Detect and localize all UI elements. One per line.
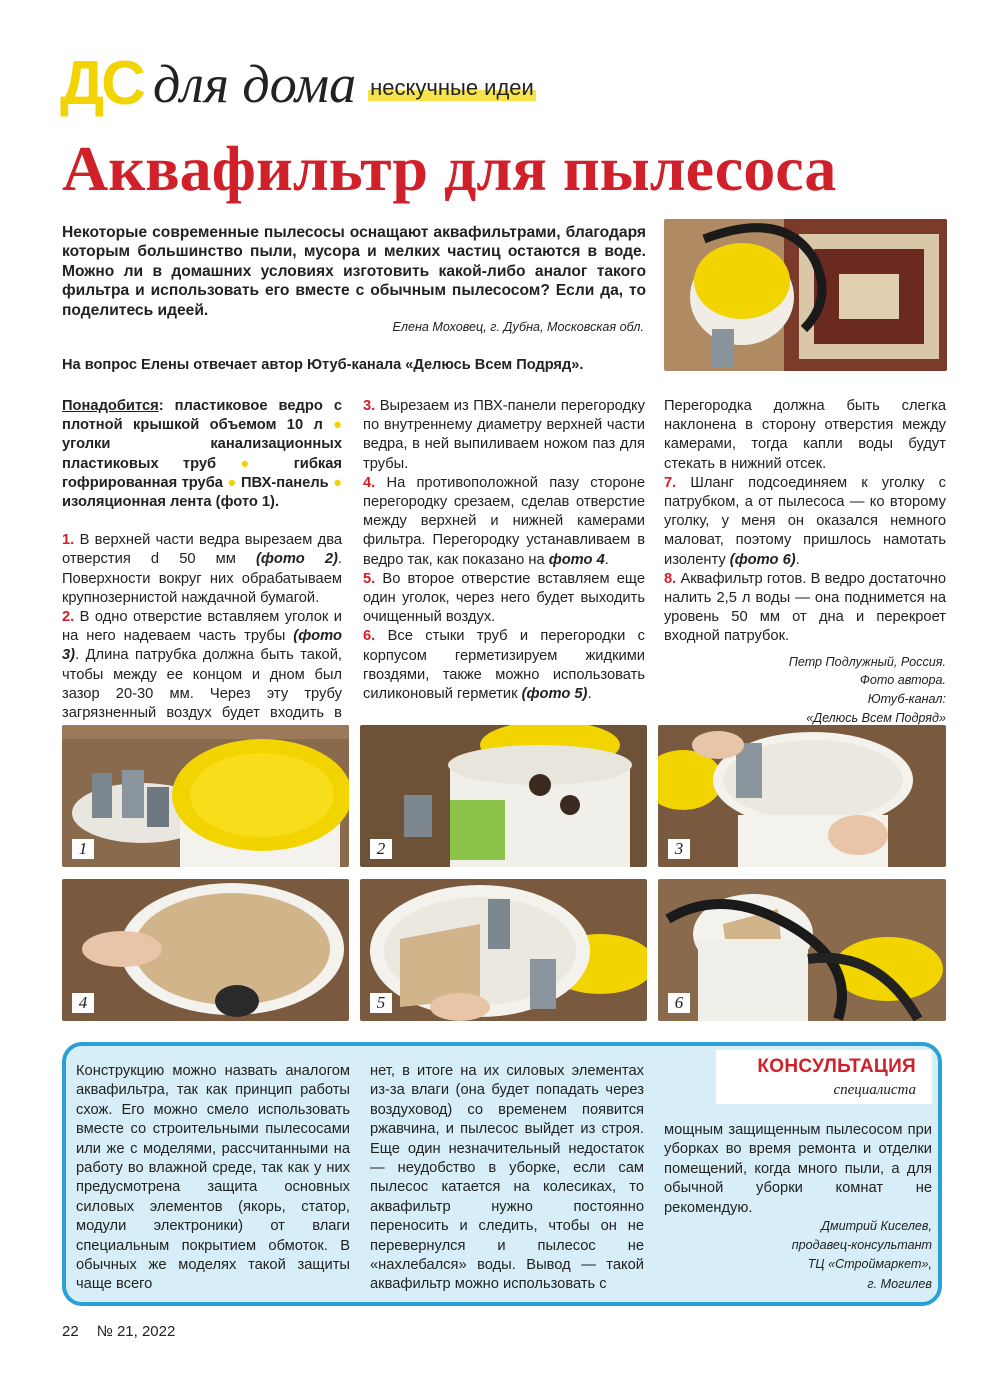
consultation-heading: [716, 1050, 932, 1104]
step-2: 2. В одно отверстие вставляем уголок и на него надеваем часть трубы (фото 3). Длина патрубка должна быть такой, чтобы между ее концом и дном был зазор 20-30 мм. Через эту трубу загрязненный воздух будет входить в: [62, 609, 342, 722]
brand-logo: ДС: [60, 49, 143, 118]
bullet-icon: ●: [240, 455, 270, 472]
step-6: 6. Все стыки труб и перегородки с корпусом герметизируем жидкими гвоздями, также можно использовать силиконовый герметик (фото 5).: [363, 628, 645, 703]
consultation-column-3: мощным защищенным пылесосом при уборках во время ремонта и отделки помещений, когда много пыли, а для обычной уборки комнат не рекомендую.: [664, 1122, 932, 1216]
step-5: 5. Во второе отверстие вставляем еще один уголок, через него будет выходить очищенный воздух.: [363, 570, 645, 626]
photo-number: 1: [72, 839, 94, 859]
page-number: 22: [62, 1323, 79, 1340]
bullet-icon: ●: [333, 474, 342, 491]
column-1: [62, 397, 342, 742]
photo-number: 4: [72, 993, 94, 1013]
step-7: 7. Шланг подсоединяем к уголку с патрубком, а от пылесоса — ко второму уголку, у меня он оказался немного маловат, поэтому пришлось намотать изоленту (фото 6).: [664, 474, 946, 568]
column-2: [363, 397, 645, 704]
rubric-title: для дома: [152, 54, 357, 114]
photo-5: [360, 879, 647, 1021]
step-4: 4. На противоположной пазу стороне перегородку срезаем, сделав отверстие между верхней и нижней камерами фильтра. Перегородку устанавливаем в ведро так, как показано на фото 4.: [363, 474, 645, 568]
bullet-icon: ●: [227, 474, 237, 491]
photo-number: 3: [668, 839, 690, 859]
reader-question: Некоторые современные пылесосы оснащают аквафильтрами, благодаря которым большинство пыли, мусора и мелких частиц остаются в воде. Можно ли в домашних условиях изготовить какой-либо аналог такого фильтра и использовать его вместе с обычным пылесосом? Если да, то поделитесь идеей.: [62, 224, 646, 319]
issue-number: № 21, 2022: [96, 1323, 176, 1340]
step-1: 1. В верхней части ведра вырезаем два отверстия d 50 мм (фото 2). Поверхности вокруг них обрабатываем крупнозернистой наждачной бумагой.: [62, 532, 342, 606]
article-credits: Петр Подлужный, Россия. Фото автора. Ютуб-канал: «Делюсь Всем Подряд»: [788, 654, 946, 726]
materials-list: Понадобится: пластиковое ведро с плотной крышкой объемом 10 л ● уголки канализационных пластиковых труб ● гибкая гофрированная труба ● ПВХ-панель ● изоляционная лента (фото 1).: [62, 398, 343, 511]
rubric-header: [60, 49, 536, 118]
consultation-title: КОНСУЛЬТАЦИЯ: [757, 1056, 916, 1077]
photo-6: [658, 879, 946, 1021]
article-headline: Аквафильтр для пылесоса: [62, 133, 837, 204]
rubric-subtitle: нескучные идеи: [370, 75, 534, 100]
page-footer: [62, 1323, 175, 1340]
photo-number: 2: [370, 839, 392, 859]
photo-1: [62, 725, 349, 867]
materials-label: Понадобится: [62, 398, 159, 414]
consultant-signature: Дмитрий Киселев, продавец-консультант ТЦ «Строймаркет», г. Могилев: [791, 1219, 932, 1291]
question-byline: Елена Моховец, г. Дубна, Московская обл.: [392, 320, 644, 334]
consultation-subtitle: специалиста: [833, 1082, 916, 1098]
step-3: 3. Вырезаем из ПВХ-панели перегородку по внутреннему диаметру верхней части ведра, в ней выпиливаем ножом паз для трубы.: [363, 398, 645, 472]
photo-number: 6: [668, 993, 690, 1013]
photo-3: [658, 725, 946, 867]
bullet-icon: ●: [333, 417, 342, 434]
hero-photo: [664, 219, 947, 371]
step-8: 8. Аквафильтр готов. В ведро достаточно налить 2,5 л воды — она поднимется на уровень 50 мм от дна и перекроет входной патрубок.: [664, 570, 946, 645]
consultation-column-2: нет, в итоге на их силовых элементах из-за влаги (она будет попадать через воздуховод) со временем появится ржавчина, и пылесос выйдет из строя. Еще один незначительный недостаток — неудобство в уборке, если сам пылесос катается на колесиках, то аквафильтр нужно постоянно переносить и следить, чтобы он не перевернулся и пылесос не «нахлебался» воды. Вывод — такой аквафильтр можно использовать с: [370, 1063, 644, 1293]
column-3: [664, 397, 946, 728]
consultation-column-1: Конструкцию можно назвать аналогом аквафильтра, так как принцип работы схож. Его можно смело использовать вместе со строительными пылесосами или же с моделями, рассчитанными на работу во влажной среде, так как у них предусмотрена защита основных силовых элементов (якорь, статор, модули электроники) от влаги специальным покрытием обмоток. В обычных же моделях такой защиты чаще всего: [76, 1063, 350, 1293]
answer-intro: На вопрос Елены отвечает автор Ютуб-канала «Делюсь Всем Подряд».: [62, 357, 584, 373]
photo-number: 5: [370, 993, 392, 1013]
photo-4: [62, 879, 349, 1021]
photo-2: [360, 725, 647, 867]
step-4-continued: Перегородка должна быть слегка наклонена в сторону отверстия между камерами, тогда капли воды будут стекать в нижний отсек.: [664, 398, 946, 472]
